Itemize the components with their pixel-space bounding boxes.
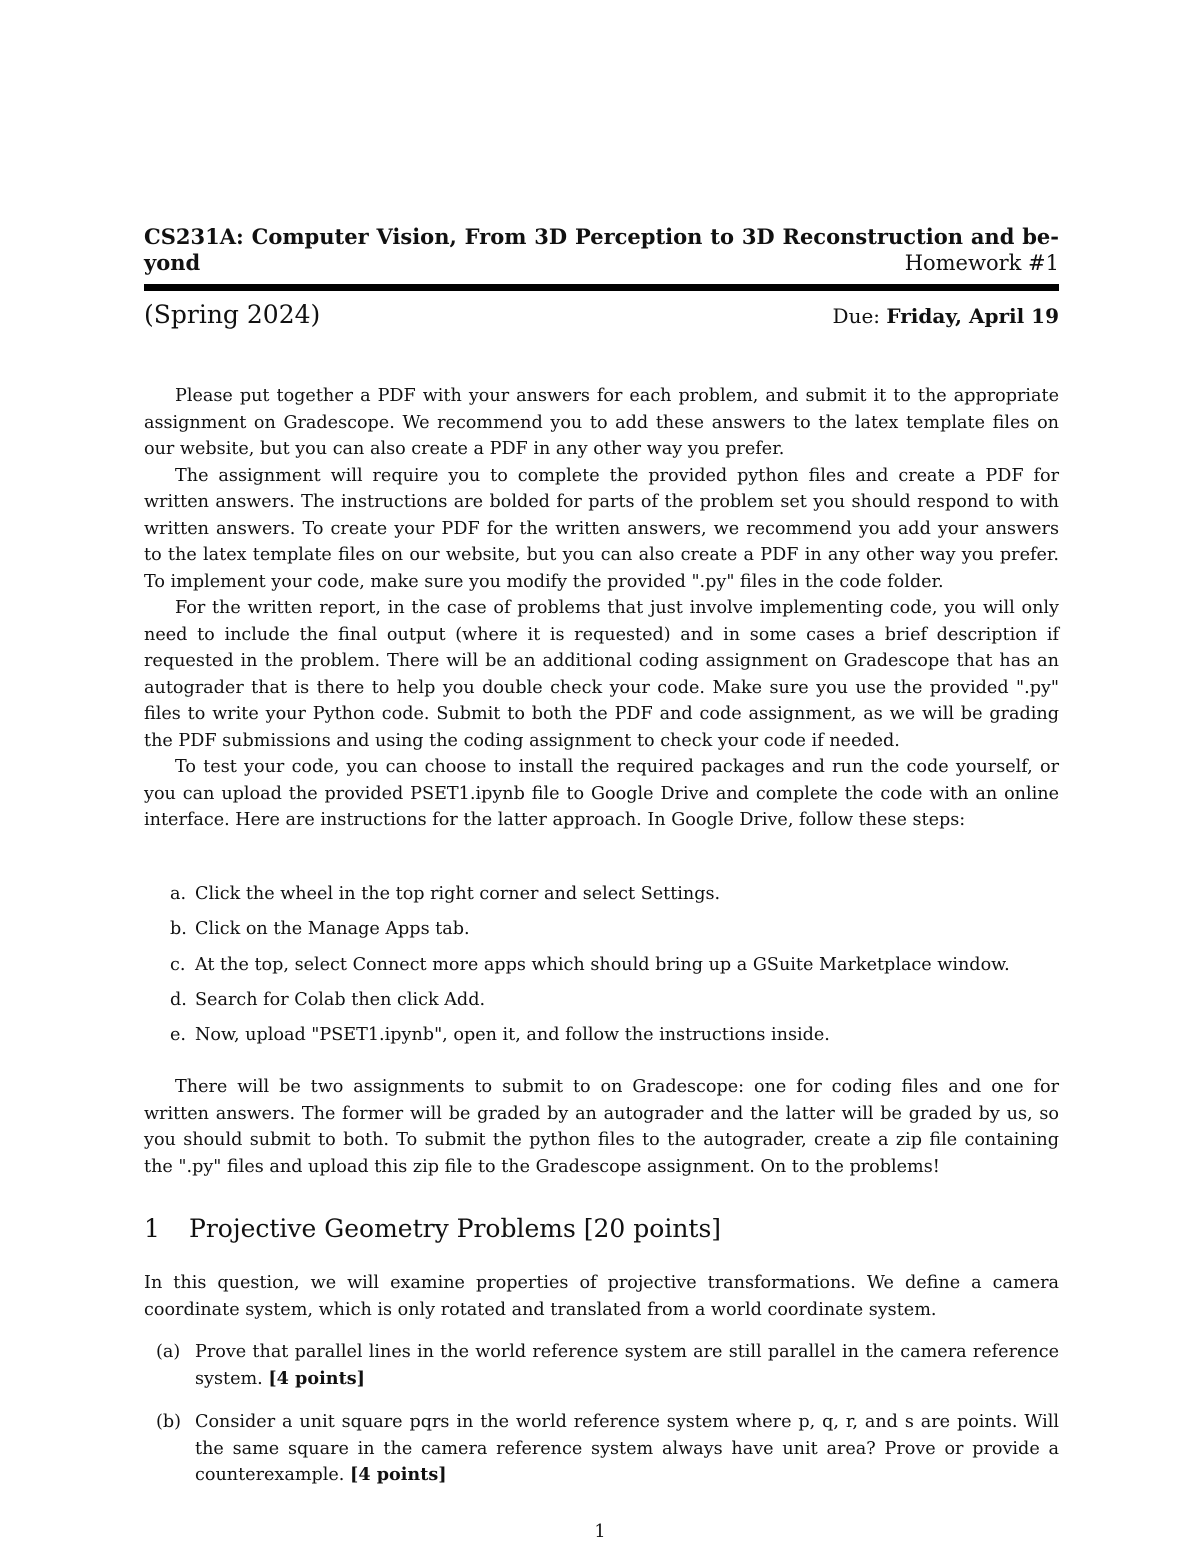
header-rule	[144, 284, 1059, 291]
intro-paragraph: To test your code, you can choose to install the required packages and run the code yourself, or you can upload the provided PSET1.ipynb file to Google Drive and complete the code with an online interface. Here are instructions for the latter approach. In Google Drive, follow these steps:	[144, 757, 1059, 830]
course-title-continued: yond	[144, 250, 201, 275]
intro-paragraph: The assignment will require you to complete the provided python files and create a PDF for written answers. The instructions are bolded for parts of the problem set you should respond to with written answers. To create your PDF for the written answers, we recommend you add your answers to the latex template files on our website, but you can also create a PDF in any other way you prefer. To implement your code, make sure you modify the provided ".py" files in the code folder.	[144, 465, 1059, 592]
problem-label: (a)	[156, 1342, 181, 1362]
homework-label: Homework #1	[904, 251, 1059, 275]
step-label: d.	[170, 990, 187, 1010]
due-label: Due:	[832, 304, 881, 328]
section-number: 1	[144, 1214, 160, 1243]
step-label: b.	[170, 919, 187, 939]
intro-paragraph: Please put together a PDF with your answers for each problem, and submit it to the appropriate assignment on Gradescope. We recommend you to add these answers to the latex template files on our website, but you can also create a PDF in any other way you prefer.	[144, 386, 1059, 459]
due-date: Friday, April 19	[886, 304, 1059, 328]
document-header	[144, 224, 1059, 276]
section-intro: In this question, we will examine properties of projective transformations. We define a camera coordinate system, which is only rotated and translated from a world coordinate system.	[144, 1273, 1059, 1320]
page-number: 1	[594, 1522, 606, 1542]
problem-points: [4 points]	[268, 1367, 365, 1389]
problem-text	[195, 1409, 1059, 1489]
semester: (Spring 2024)	[144, 300, 321, 329]
closing-paragraph: There will be two assignments to submit to on Gradescope: one for coding files and one for written answers. The former will be graded by an autograder and the latter will be graded by us, so you should submit to both. To submit the python files to the autograder, create a zip file containing the ".py" files and upload this zip file to the Gradescope assignment. On to the problems!	[144, 1077, 1059, 1177]
intro-paragraph: For the written report, in the case of problems that just involve implementing code, you will only need to include the final output (where it is requested) and in some cases a brief description if requested in the problem. There will be an additional coding assignment on Gradescope that has an autograder that is there to help you double check your code. Make sure you use the provided ".py" files to write your Python code. Submit to both the PDF and code assignment, as we will be grading the PDF submissions and using the coding assignment to check your code if needed.	[144, 598, 1059, 751]
intro-text	[144, 383, 1059, 834]
step-text: At the top, select Connect more apps which should bring up a GSuite Marketplace window.	[195, 955, 1010, 975]
step-text: Click on the Manage Apps tab.	[195, 919, 470, 939]
closing-text	[144, 1074, 1059, 1180]
step-text: Now, upload "PSET1.ipynb", open it, and follow the instructions inside.	[195, 1025, 830, 1045]
section-title: Projective Geometry Problems [20 points]	[189, 1214, 722, 1243]
semester-row	[144, 300, 1059, 329]
due-date-line	[833, 304, 1059, 328]
course-title: CS231A: Computer Vision, From 3D Perception to 3D Reconstruction and be-	[144, 224, 1059, 249]
step-text: Click the wheel in the top right corner and select Settings.	[195, 884, 721, 904]
problem-points: [4 points]	[350, 1464, 447, 1485]
problem-label: (b)	[156, 1412, 181, 1432]
step-label: c.	[170, 955, 186, 975]
problem-body: Prove that parallel lines in the world reference system are still parallel in the camera reference system.	[195, 1342, 1059, 1389]
step-label: e.	[170, 1025, 187, 1045]
problem-text	[195, 1339, 1059, 1392]
problem-body: Consider a unit square pqrs in the world reference system where p, q, r, and s are points. Will the same square in the camera reference system always have unit area? Prove or provide a counterexample.	[195, 1412, 1059, 1485]
step-text: Search for Colab then click Add.	[195, 990, 486, 1010]
step-label: a.	[170, 884, 187, 904]
